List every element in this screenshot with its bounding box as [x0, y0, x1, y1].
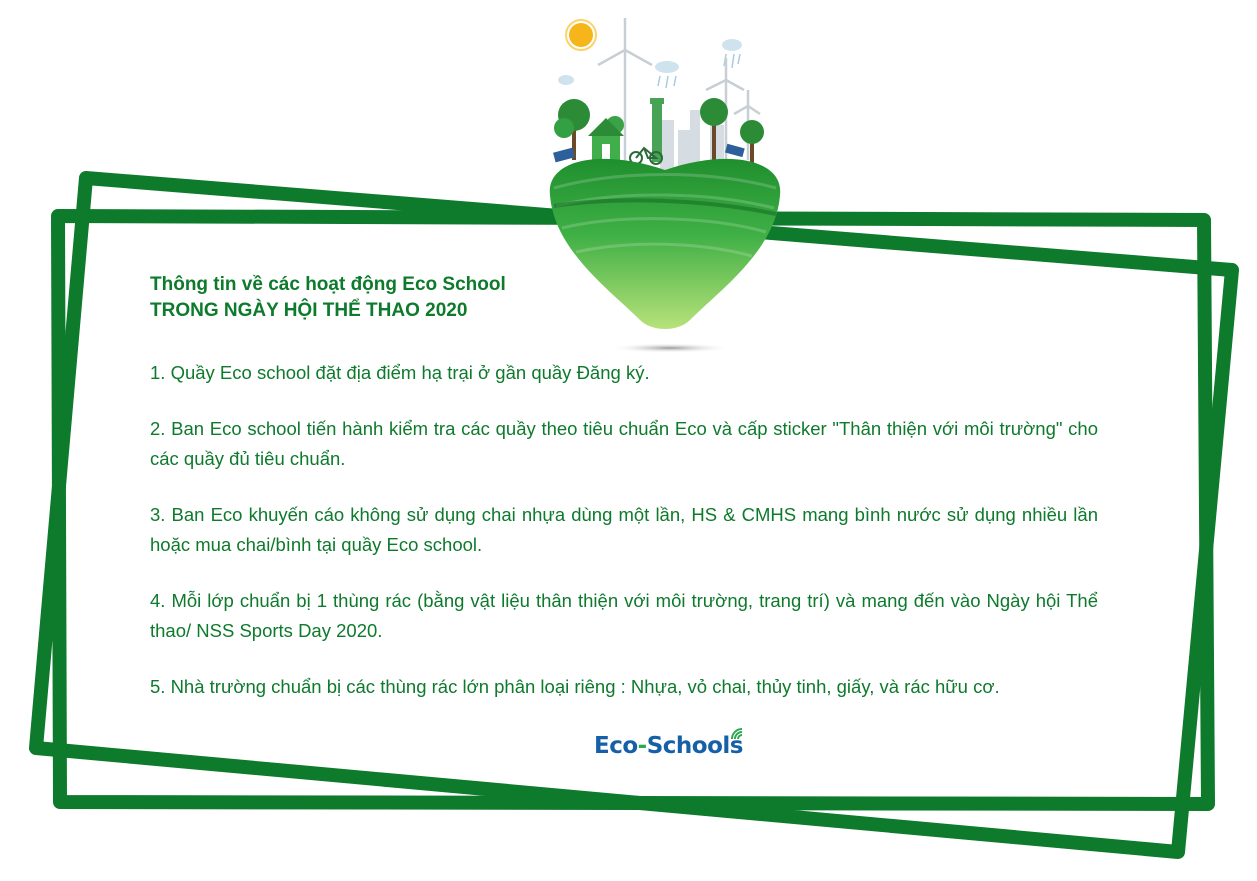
logo-part-schools: Schools: [646, 733, 743, 759]
title-line-2: TRONG NGÀY HỘI THỂ THAO 2020: [150, 300, 468, 321]
logo-part-eco: Eco: [594, 733, 638, 759]
activity-list: [150, 358, 1098, 728]
wifi-leaf-icon: [730, 727, 744, 741]
list-item: 4. Mỗi lớp chuẩn bị 1 thùng rác (bằng vật liệu thân thiện với môi trường, trang trí) và mang đến vào Ngày hội Thể thao/ NSS Sports Day 2020.: [150, 590, 1098, 641]
list-item: 5. Nhà trường chuẩn bị các thùng rác lớn phân loại riêng : Nhựa, vỏ chai, thủy tinh, giấy, và rác hữu cơ.: [150, 676, 1000, 697]
list-item: 1. Quầy Eco school đặt địa điểm hạ trại ở gần quầy Đăng ký.: [150, 362, 650, 383]
title-line-1: Thông tin về các hoạt động Eco School: [150, 274, 506, 295]
list-item: 2. Ban Eco school tiến hành kiểm tra các quầy theo tiêu chuẩn Eco và cấp sticker "Thân thiện với môi trường" cho các quầy đủ tiêu chuẩn.: [150, 418, 1098, 469]
list-item: 3. Ban Eco khuyến cáo không sử dụng chai nhựa dùng một lần, HS & CMHS mang bình nước sử dụng nhiều lần hoặc mua chai/bình tại quầy Eco school.: [150, 504, 1098, 555]
sun-icon: [566, 20, 596, 50]
eco-schools-logo: [590, 725, 750, 765]
title-block: [150, 272, 630, 324]
logo-text: [594, 733, 743, 759]
logo-dash: -: [637, 733, 647, 759]
